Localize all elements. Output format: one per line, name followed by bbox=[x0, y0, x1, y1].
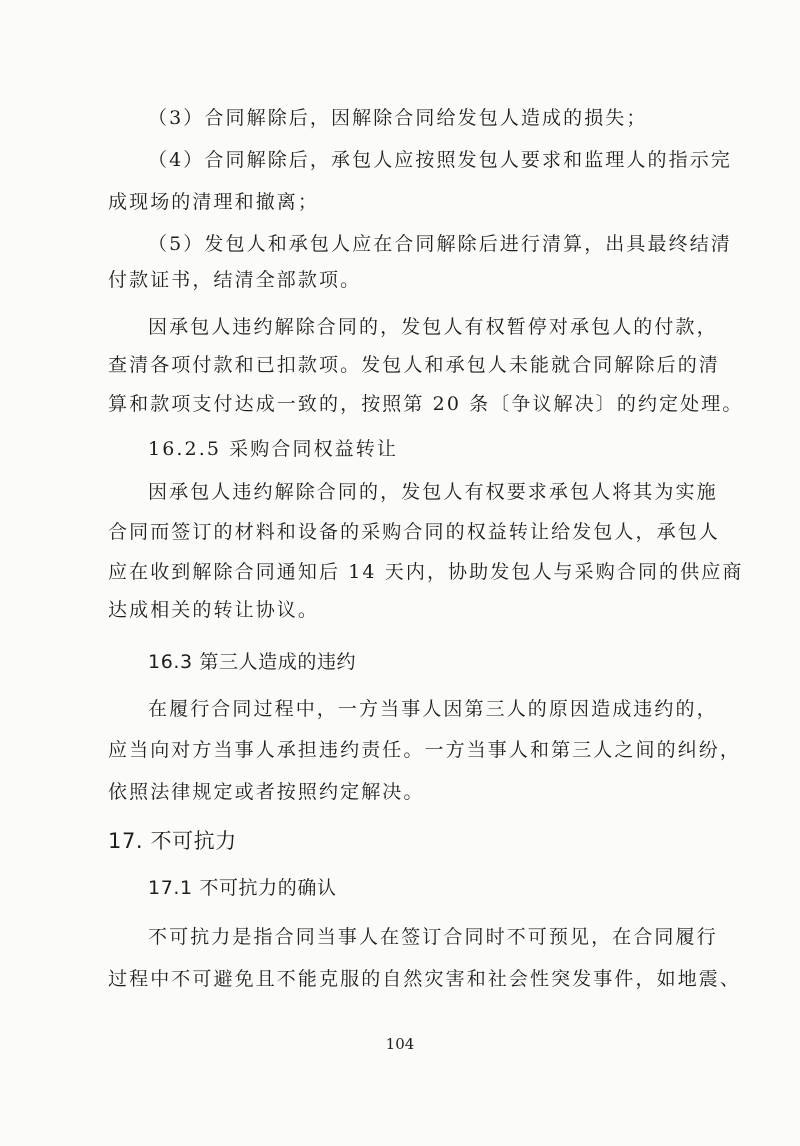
text-line-13: 在履行合同过程中，一方当事人因第三人的原因造成违约的， bbox=[148, 698, 718, 720]
text-line-11: 应在收到解除合同通知后 14 天内，协助发包人与采购合同的供应商 bbox=[108, 561, 744, 583]
chapter-heading-17: 17. 不可抗力 bbox=[108, 829, 237, 853]
text-line-12: 达成相关的转让协议。 bbox=[108, 599, 320, 621]
text-line-2: （4）合同解除后，承包人应按照发包人要求和监理人的指示完 bbox=[148, 149, 732, 171]
section-heading-17-1: 17.1 不可抗力的确认 bbox=[148, 877, 337, 899]
section-heading-16-3: 16.3 第三人造成的违约 bbox=[148, 651, 357, 673]
text-line-10: 合同而签订的材料和设备的采购合同的权益转让给发包人，承包人 bbox=[108, 521, 720, 543]
text-line-8: 算和款项支付达成一致的，按照第 20 条〔争议解决〕的约定处理。 bbox=[108, 393, 744, 415]
text-line-17: 过程中不可避免且不能克服的自然灾害和社会性突发事件，如地震、 bbox=[108, 968, 742, 990]
text-line-14: 应当向对方当事人承担违约责任。一方当事人和第三人之间的纠纷， bbox=[108, 739, 742, 761]
text-line-6: 因承包人违约解除合同的，发包人有权暂停对承包人的付款， bbox=[148, 316, 718, 338]
text-line-9: 因承包人违约解除合同的，发包人有权要求承包人将其为实施 bbox=[148, 481, 718, 503]
text-line-1: （3）合同解除后，因解除合同给发包人造成的损失； bbox=[148, 107, 648, 129]
text-line-16: 不可抗力是指合同当事人在签订合同时不可预见，在合同履行 bbox=[148, 926, 718, 948]
text-line-4: （5）发包人和承包人应在合同解除后进行清算，出具最终结清 bbox=[148, 233, 732, 255]
page-number: 104 bbox=[385, 1035, 415, 1053]
text-line-7: 查清各项付款和已扣款项。发包人和承包人未能就合同解除后的清 bbox=[108, 354, 720, 376]
text-line-15: 依照法律规定或者按照约定解决。 bbox=[108, 781, 425, 803]
text-line-5: 付款证书，结清全部款项。 bbox=[108, 269, 362, 291]
text-line-3: 成现场的清理和撤离； bbox=[108, 191, 320, 213]
subsection-heading-16-2-5: 16.2.5 采购合同权益转让 bbox=[148, 438, 398, 460]
